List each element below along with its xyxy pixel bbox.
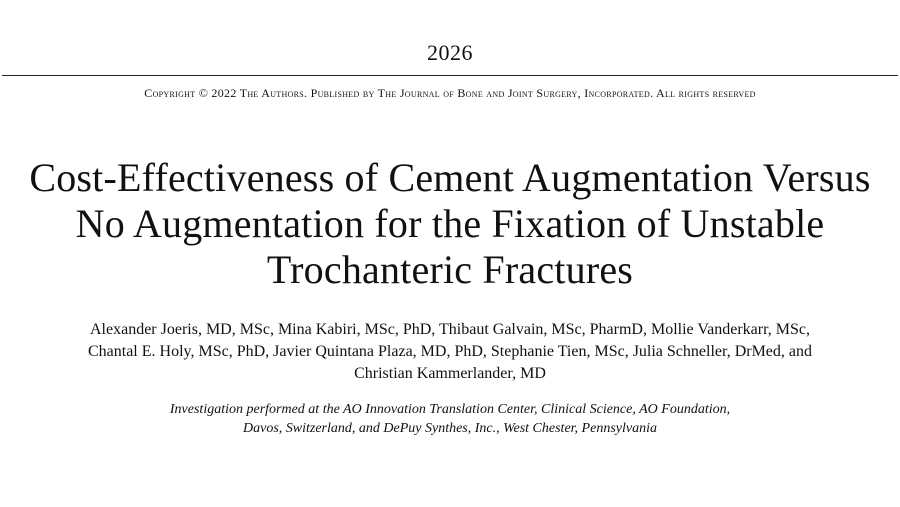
article-title	[0, 155, 900, 293]
affiliation-line: Investigation performed at the AO Innovation Translation Center, Clinical Science, AO Foundation,	[169, 402, 731, 417]
copyright-notice: Copyright © 2022 The Authors. Published by The Journal of Bone and Joint Surgery, Incorporated. All rights reserved	[144, 86, 756, 100]
title-line: Cost-Effectiveness of Cement Augmentation Versus	[29, 155, 871, 200]
header-rule	[2, 75, 898, 76]
affiliation-line: Davos, Switzerland, and DePuy Synthes, Inc., West Chester, Pennsylvania	[243, 421, 657, 436]
affiliation-statement	[0, 400, 900, 438]
author-list	[0, 319, 900, 385]
author-line: Chantal E. Holy, MSc, PhD, Javier Quintana Plaza, MD, PhD, Stephanie Tien, MSc, Julia Schneller, DrMed, and	[87, 343, 812, 360]
title-line: Trochanteric Fractures	[266, 247, 634, 292]
author-line: Christian Kammerlander, MD	[354, 365, 546, 382]
page-number: 2026	[427, 40, 473, 65]
title-line: No Augmentation for the Fixation of Unstable	[75, 201, 825, 246]
author-line: Alexander Joeris, MD, MSc, Mina Kabiri, MSc, PhD, Thibaut Galvain, MSc, PharmD, Mollie Vanderkarr, MSc,	[89, 321, 810, 338]
